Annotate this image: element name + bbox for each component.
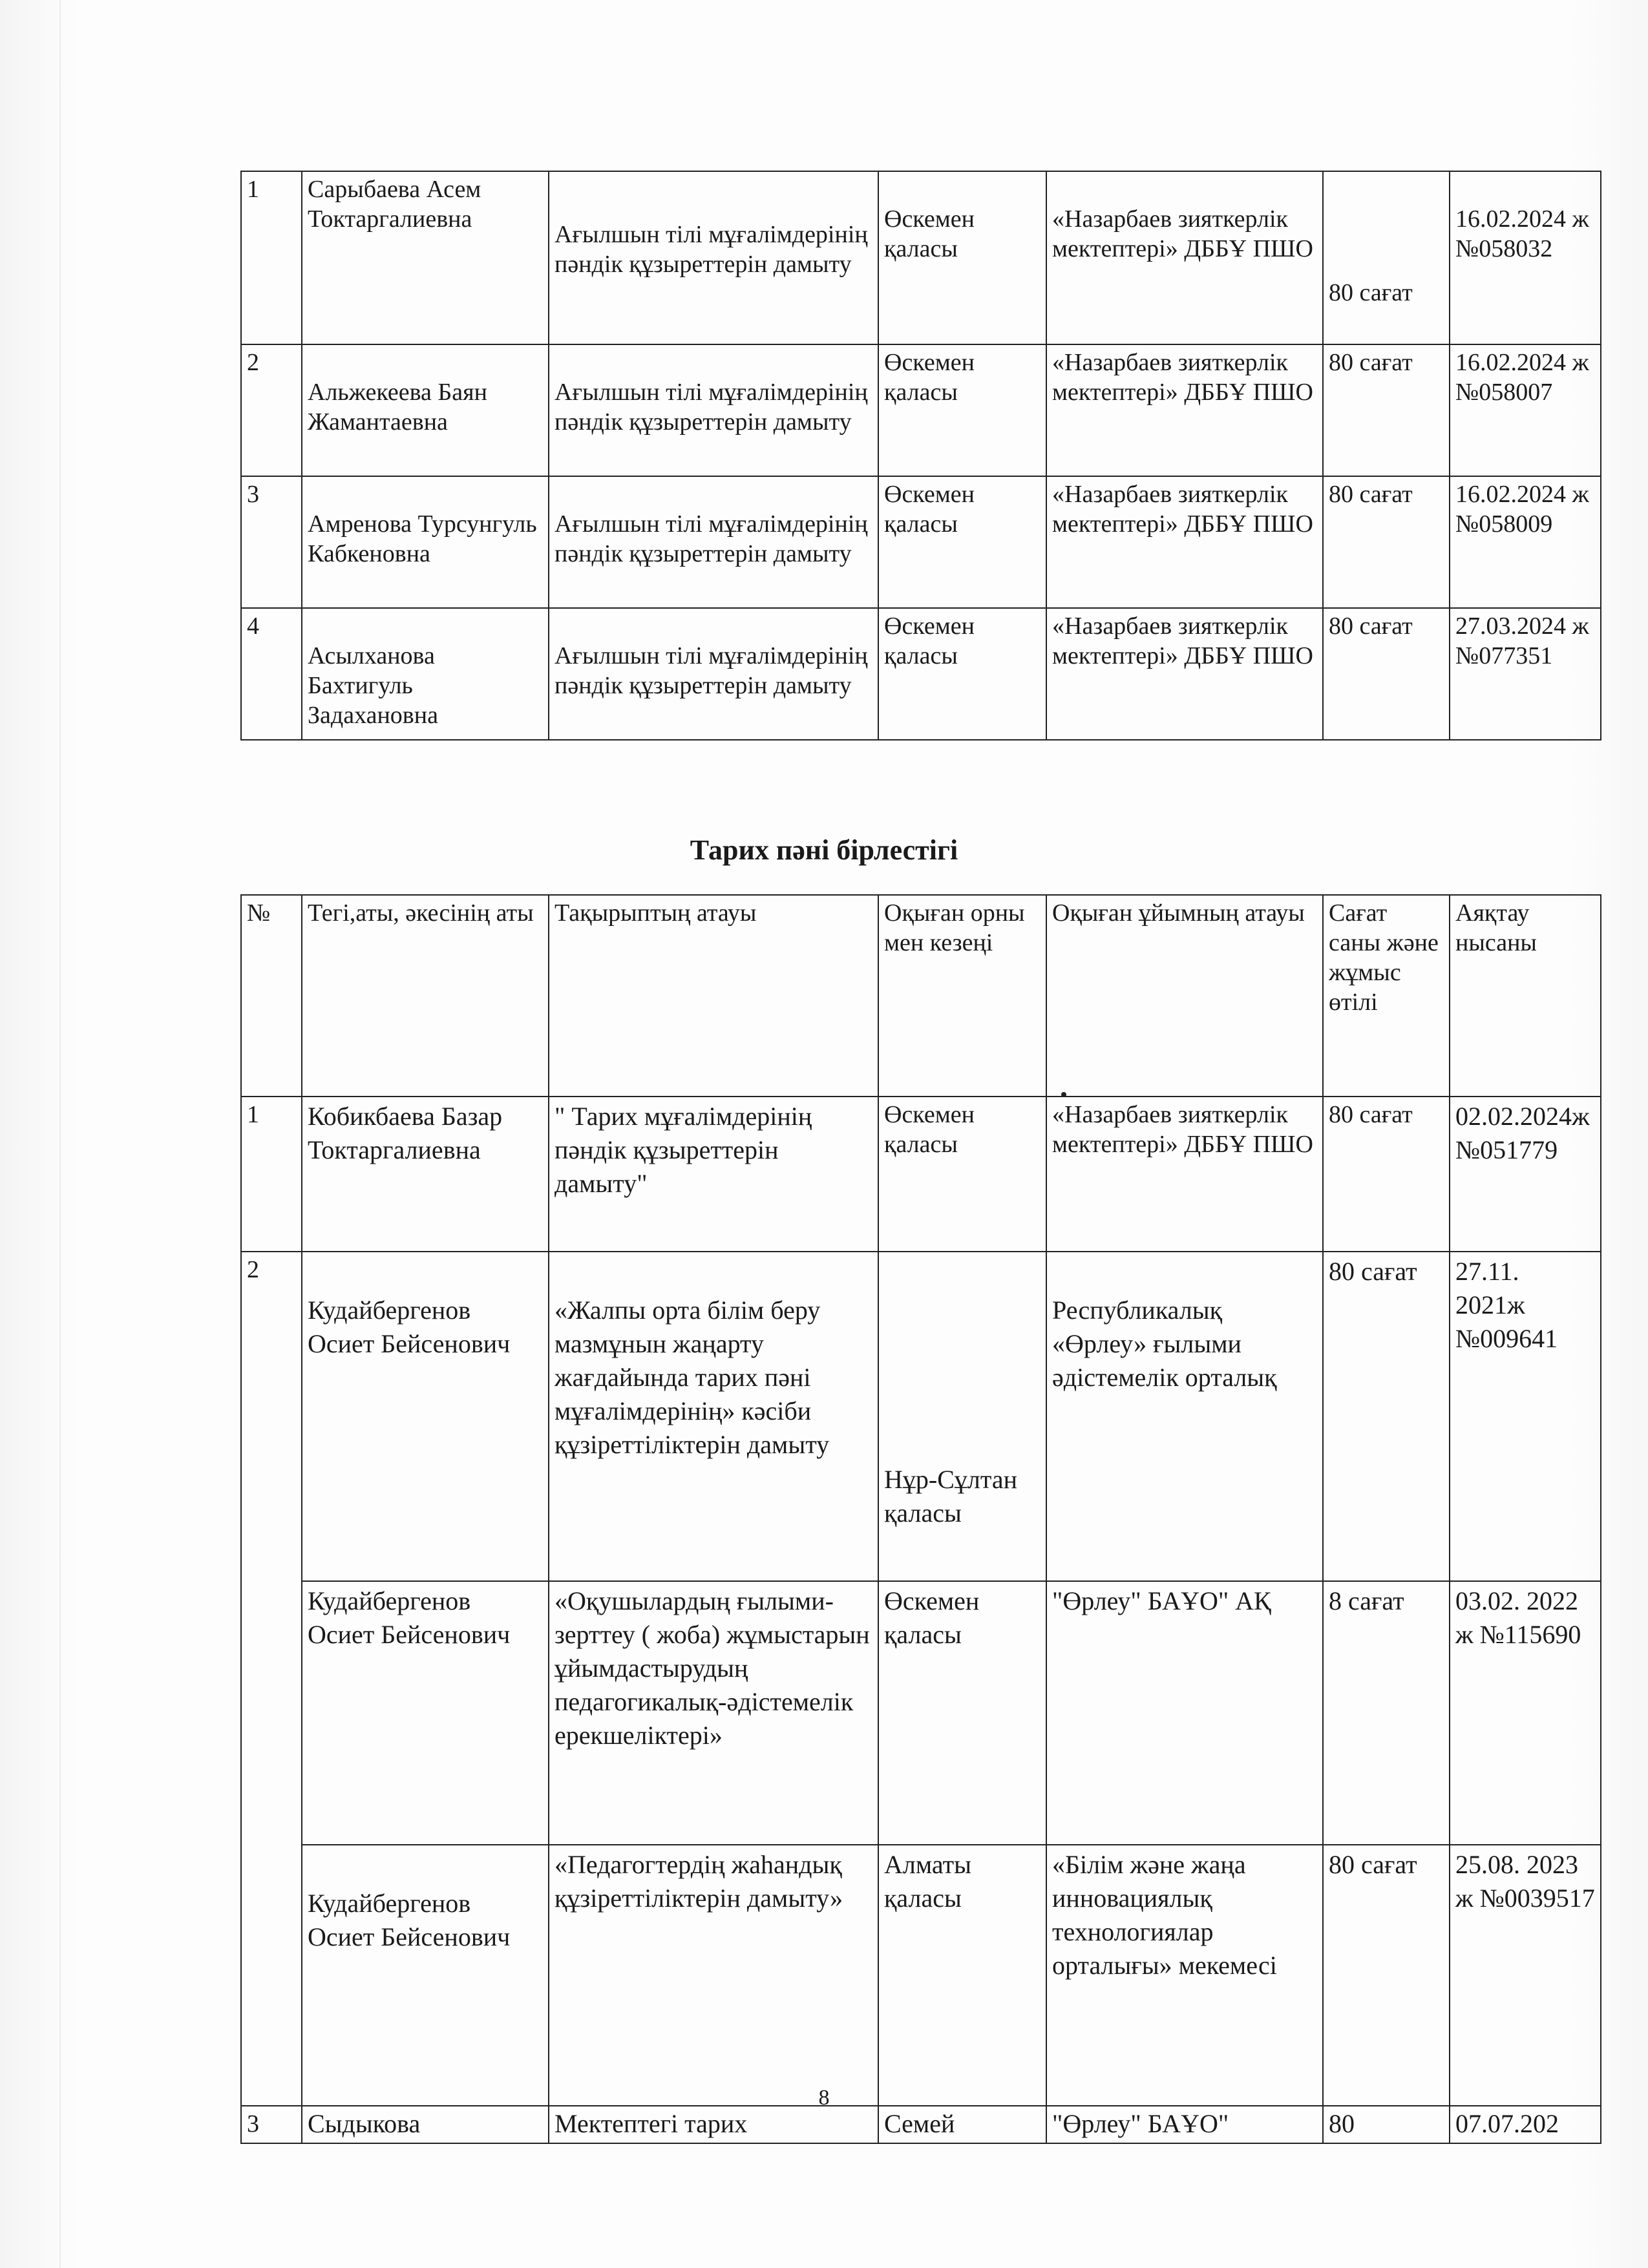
hours: 80 сағат xyxy=(1323,171,1450,344)
certificate: 16.02.2024 ж №058009 xyxy=(1450,476,1601,608)
organization: «Назарбаев зияткерлік мектептері» ДББҰ ПШО xyxy=(1046,476,1323,608)
certificate: 27.03.2024 ж №077351 xyxy=(1450,608,1601,740)
section-heading: Тарих пәні бірлестігі xyxy=(690,834,958,866)
certificate: 16.02.2024 ж №058007 xyxy=(1450,344,1601,476)
study-place: Өскемен қаласы xyxy=(878,476,1046,608)
study-place: Өскемен қаласы xyxy=(878,1097,1046,1252)
course-topic: «Жалпы орта білім беру мазмұнын жаңарту жағдайында тарих пәні мұғалімдерінің» кәсіби құзіреттіліктерін дамыту xyxy=(549,1252,878,1581)
header-place: Оқыған орны мен кезеңі xyxy=(878,895,1046,1097)
certificate: 16.02.2024 ж №058032 xyxy=(1450,171,1601,344)
page-number: 8 xyxy=(818,2086,830,2110)
teacher-name: Альжекеева Баян Жамантаевна xyxy=(302,344,549,476)
certificate: 02.02.2024ж №051779 xyxy=(1450,1097,1601,1252)
table-row xyxy=(241,1252,1601,1581)
hours: 80 сағат xyxy=(1323,1252,1450,1581)
row-number: 1 xyxy=(241,171,302,344)
study-place: Алматы қаласы xyxy=(878,1845,1046,2106)
organization: "Өрлеу" БАҰО" АҚ xyxy=(1046,1581,1323,1845)
hours: 80 xyxy=(1323,2106,1450,2143)
organization: Республикалық «Өрлеу» ғылыми әдістемелік орталық xyxy=(1046,1252,1323,1581)
history-teachers-table xyxy=(240,894,1601,2144)
english-teachers-table xyxy=(240,171,1601,740)
scan-edge-line xyxy=(59,0,61,2268)
row-number: 2 xyxy=(241,344,302,476)
organization: «Білім және жаңа инновациялық технологиялар орталығы» мекемесі xyxy=(1046,1845,1323,2106)
teacher-name: Асылханова Бахтигуль Задахановна xyxy=(302,608,549,740)
hours: 80 сағат xyxy=(1323,476,1450,608)
certificate: 27.11. 2021ж №009641 xyxy=(1450,1252,1601,1581)
row-number: 2 xyxy=(241,1252,302,2106)
row-number: 3 xyxy=(241,2106,302,2143)
course-topic: Мектептегі тарих xyxy=(549,2106,878,2143)
teacher-name: Кобикбаева Базар Токтаргалиевна xyxy=(302,1097,549,1252)
study-place: Өскемен қаласы xyxy=(878,1581,1046,1845)
study-place: Өскемен қаласы xyxy=(878,171,1046,344)
hours: 8 сағат xyxy=(1323,1581,1450,1845)
header-hours: Сағат саны және жұмыс өтілі xyxy=(1323,895,1450,1097)
teacher-name: Кудайбергенов Осиет Бейсенович xyxy=(302,1252,549,1581)
course-topic: «Педагогтердің жаһандық құзіреттіліктерін дамыту» xyxy=(549,1845,878,2106)
row-number: 3 xyxy=(241,476,302,608)
teacher-name: Кудайбергенов Осиет Бейсенович xyxy=(302,1581,549,1845)
table-row xyxy=(241,2106,1601,2143)
table-row xyxy=(241,1845,1601,2106)
organization: «Назарбаев зияткерлік мектептері» ДББҰ ПШО xyxy=(1046,171,1323,344)
certificate: 07.07.202 xyxy=(1450,2106,1601,2143)
study-place: Өскемен қаласы xyxy=(878,608,1046,740)
study-place: Нұр-Сұлтан қаласы xyxy=(878,1252,1046,1581)
header-topic: Тақырыптың атауы xyxy=(549,895,878,1097)
course-topic: " Тарих мұғалімдерінің пәндік құзыреттерін дамыту" xyxy=(549,1097,878,1252)
hours: 80 сағат xyxy=(1323,608,1450,740)
teacher-name: Сыдыкова xyxy=(302,2106,549,2143)
header-name: Тегі,аты, әкесінің аты xyxy=(302,895,549,1097)
table-row xyxy=(241,1097,1601,1252)
certificate: 03.02. 2022 ж №115690 xyxy=(1450,1581,1601,1845)
table-header-row xyxy=(241,895,1601,1097)
header-certificate: Аяқтау нысаны xyxy=(1450,895,1601,1097)
course-topic: Ағылшын тілі мұғалімдерінің пәндік құзыреттерін дамыту xyxy=(549,608,878,740)
course-topic: «Оқушылардың ғылыми-зерттеу ( жоба) жұмыстарын ұйымдастырудың педагогикалық-әдістемелік ерекшеліктері» xyxy=(549,1581,878,1845)
row-number: 4 xyxy=(241,608,302,740)
organization: "Өрлеу" БАҰО" xyxy=(1046,2106,1323,2143)
hours: 80 сағат xyxy=(1323,344,1450,476)
organization: «Назарбаев зияткерлік мектептері» ДББҰ ПШО xyxy=(1046,344,1323,476)
table-row xyxy=(241,344,1601,476)
row-number: 1 xyxy=(241,1097,302,1252)
table-row xyxy=(241,1581,1601,1845)
study-place: Өскемен қаласы xyxy=(878,344,1046,476)
certificate: 25.08. 2023 ж №0039517 xyxy=(1450,1845,1601,2106)
study-place: Семей xyxy=(878,2106,1046,2143)
table-row xyxy=(241,476,1601,608)
table-row xyxy=(241,171,1601,344)
organization: «Назарбаев зияткерлік мектептері» ДББҰ ПШО xyxy=(1046,1097,1323,1252)
course-topic: Ағылшын тілі мұғалімдерінің пәндік құзыреттерін дамыту xyxy=(549,344,878,476)
course-topic: Ағылшын тілі мұғалімдерінің пәндік құзыреттерін дамыту xyxy=(549,476,878,608)
hours: 80 сағат xyxy=(1323,1097,1450,1252)
course-topic: Ағылшын тілі мұғалімдерінің пәндік құзыреттерін дамыту xyxy=(549,171,878,344)
teacher-name: Кудайбергенов Осиет Бейсенович xyxy=(302,1845,549,2106)
hours: 80 сағат xyxy=(1323,1845,1450,2106)
header-organization: Оқыған ұйымның атауы xyxy=(1046,895,1323,1097)
ink-dot xyxy=(1061,1092,1066,1097)
organization: «Назарбаев зияткерлік мектептері» ДББҰ ПШО xyxy=(1046,608,1323,740)
header-number: № xyxy=(241,895,302,1097)
teacher-name: Амренова Турсунгуль Кабкеновна xyxy=(302,476,549,608)
teacher-name: Сарыбаева Асем Токтаргалиевна xyxy=(302,171,549,344)
table-row xyxy=(241,608,1601,740)
